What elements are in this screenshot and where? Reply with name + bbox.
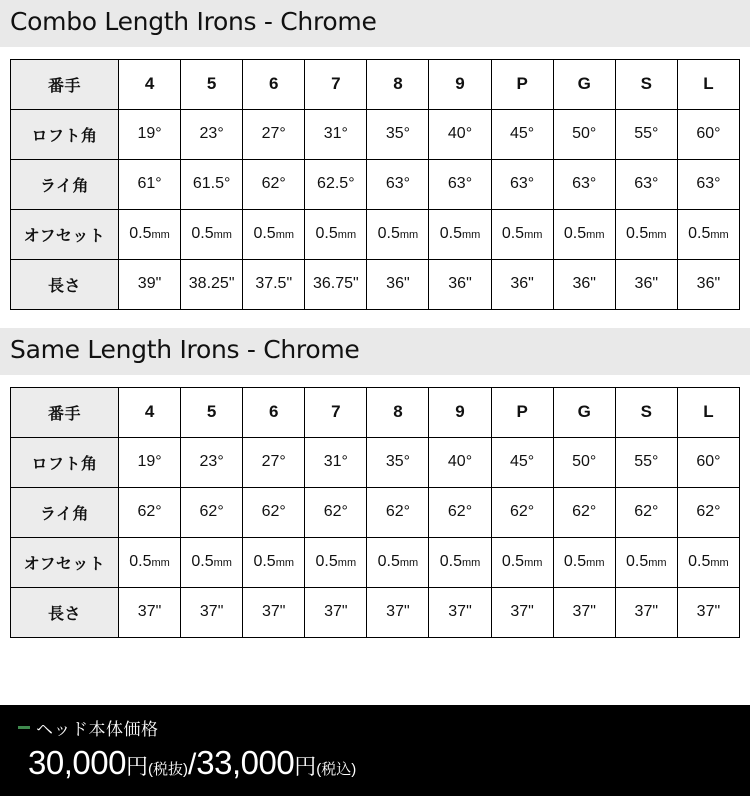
table-header-row [11,387,740,437]
cell-value: 35° [367,109,429,159]
cell-value: 37" [243,587,305,637]
cell-number: 0.5 [315,225,338,243]
cell-value: 19° [119,437,181,487]
cell-value: 62° [615,487,677,537]
cell-value [429,537,491,587]
column-header: P [491,59,553,109]
cell-unit: mm [586,557,605,569]
cell-value [305,209,367,259]
cell-number: 0.5 [626,225,649,243]
cell-value: 63° [491,159,553,209]
column-header: 6 [243,59,305,109]
cell-value: 23° [181,109,243,159]
cell-value: 62.5° [305,159,367,209]
cell-value [677,209,739,259]
cell-number: 0.5 [501,553,525,570]
cell-value: 62° [119,487,181,537]
cell-value: 45° [491,109,553,159]
cell-value: 63° [677,159,739,209]
cell-number: 0.5 [501,225,525,243]
column-header-number: 番手 [11,59,119,109]
row-header-length: 長さ [11,587,119,637]
section-header-combo-length [0,0,750,47]
cell-number: 0.5 [129,225,152,243]
cell-unit: mm [710,557,729,569]
cell-value: 31° [305,437,367,487]
cell-value: 37" [305,587,367,637]
cell-value: 37" [181,587,243,637]
cell-number: 0.5 [129,553,152,570]
price-label-row [0,715,750,740]
cell-value: 36" [367,259,429,309]
row-header-loft: ロフト角 [11,437,119,487]
cell-number: 0.5 [688,553,711,570]
cell-number: 0.5 [563,553,587,570]
cell-value: 63° [553,159,615,209]
cell-value: 37" [119,587,181,637]
cell-number: 0.5 [439,553,462,570]
cell-number: 0.5 [253,553,276,570]
column-header: 6 [243,387,305,437]
cell-value: 38.25" [181,259,243,309]
table-row [11,437,740,487]
cell-value: 55° [615,437,677,487]
cell-value: 61° [119,159,181,209]
cell-value: 62° [367,487,429,537]
cell-unit: mm [586,229,605,242]
cell-value [553,537,615,587]
cell-number: 0.5 [253,225,276,243]
column-header: S [615,59,677,109]
cell-value: 62° [243,487,305,537]
cell-unit: mm [524,229,543,242]
column-header-number: 番手 [11,387,119,437]
row-header-offset: オフセット [11,209,119,259]
price-incl-amount: 33,000 [196,744,295,781]
section-title: Same Length Irons - Chrome [10,334,360,364]
cell-value: 27° [243,437,305,487]
cell-value: 63° [429,159,491,209]
row-header-loft: ロフト角 [11,109,119,159]
column-header: 9 [429,59,491,109]
spec-table-combo-length [10,59,740,310]
cell-number: 0.5 [626,553,649,570]
cell-unit: mm [461,229,481,242]
cell-value: 50° [553,437,615,487]
cell-value: 35° [367,437,429,487]
cell-value: 19° [119,109,181,159]
cell-value: 62° [181,487,243,537]
cell-value: 37" [367,587,429,637]
price-amount-row [0,744,750,782]
table-header-row [11,59,740,109]
cell-value: 27° [243,109,305,159]
cell-value: 36" [429,259,491,309]
cell-unit: mm [151,229,170,242]
row-header-length: 長さ [11,259,119,309]
price-excl-tax-note: (税抜) [147,761,188,778]
column-header: 8 [367,59,429,109]
cell-number: 0.5 [439,225,462,243]
cell-unit: mm [337,229,357,242]
column-header: 9 [429,387,491,437]
column-header: L [677,59,739,109]
cell-value: 37" [615,587,677,637]
cell-value [119,209,181,259]
cell-number: 0.5 [191,225,214,243]
column-header: 4 [119,59,181,109]
cell-number: 0.5 [191,553,214,570]
cell-value [429,209,491,259]
cell-unit: mm [710,229,729,242]
section-header-same-length [0,328,750,375]
cell-value: 62° [429,487,491,537]
cell-value: 40° [429,109,491,159]
cell-number: 0.5 [688,225,711,243]
column-header: P [491,387,553,437]
section-title: Combo Length Irons - Chrome [10,7,377,36]
cell-value [615,537,677,587]
cell-value: 36" [615,259,677,309]
column-header: 5 [181,387,243,437]
cell-unit: mm [648,229,667,242]
cell-value: 45° [491,437,553,487]
cell-value [615,209,677,259]
cell-value [491,209,553,259]
price-incl-tax-note: (税込) [316,761,357,778]
cell-unit: mm [213,229,232,242]
cell-number: 0.5 [315,553,338,570]
cell-value [367,209,429,259]
cell-unit: mm [275,229,295,242]
dash-icon [18,726,30,729]
cell-value [305,537,367,587]
cell-value: 60° [677,437,739,487]
cell-unit: mm [151,557,170,569]
cell-value: 61.5° [181,159,243,209]
cell-value [119,537,181,587]
cell-unit: mm [399,229,419,242]
column-header: 7 [305,59,367,109]
cell-value: 60° [677,109,739,159]
cell-unit: mm [399,557,419,569]
table-row [11,487,740,537]
table-row [11,109,740,159]
cell-value: 36" [491,259,553,309]
table-row [11,209,740,259]
cell-value: 40° [429,437,491,487]
cell-value: 23° [181,437,243,487]
cell-value [181,209,243,259]
cell-value: 62° [491,487,553,537]
price-incl-yen: 円 [294,754,317,779]
row-header-offset: オフセット [11,537,119,587]
cell-value: 63° [367,159,429,209]
table-row [11,159,740,209]
price-excl-yen: 円 [125,754,148,779]
table-row [11,537,740,587]
cell-value: 36" [553,259,615,309]
cell-unit: mm [337,557,357,569]
cell-value: 36" [677,259,739,309]
column-header: 4 [119,387,181,437]
cell-number: 0.5 [377,225,400,243]
cell-value: 37" [491,587,553,637]
cell-value: 62° [305,487,367,537]
column-header: 5 [181,59,243,109]
cell-value: 36.75" [305,259,367,309]
cell-number: 0.5 [563,225,587,243]
cell-unit: mm [648,557,667,569]
cell-value [367,537,429,587]
cell-value: 62° [243,159,305,209]
cell-value: 37" [677,587,739,637]
cell-number: 0.5 [377,553,400,570]
price-separator: / [187,748,197,781]
cell-value: 39" [119,259,181,309]
cell-value [243,537,305,587]
cell-value: 62° [677,487,739,537]
column-header: G [553,387,615,437]
cell-value [243,209,305,259]
spec-table-same-length [10,387,740,638]
cell-value [553,209,615,259]
cell-value: 37" [553,587,615,637]
section-spacer [0,310,750,328]
row-header-lie: ライ角 [11,487,119,537]
cell-unit: mm [524,557,543,569]
cell-unit: mm [213,557,232,569]
cell-value: 37" [429,587,491,637]
cell-value [491,537,553,587]
cell-value [181,537,243,587]
cell-value: 37.5" [243,259,305,309]
column-header: 8 [367,387,429,437]
row-header-lie: ライ角 [11,159,119,209]
cell-value [677,537,739,587]
cell-value: 63° [615,159,677,209]
table-row [11,259,740,309]
cell-value: 50° [553,109,615,159]
price-excl-amount: 30,000 [28,744,126,781]
cell-value: 31° [305,109,367,159]
column-header: L [677,387,739,437]
cell-value: 55° [615,109,677,159]
cell-unit: mm [275,557,295,569]
cell-unit: mm [461,557,481,569]
column-header: G [553,59,615,109]
table-row [11,587,740,637]
column-header: S [615,387,677,437]
price-label: ヘッド本体価格 [36,720,159,739]
column-header: 7 [305,387,367,437]
price-block [0,705,750,796]
cell-value: 62° [553,487,615,537]
